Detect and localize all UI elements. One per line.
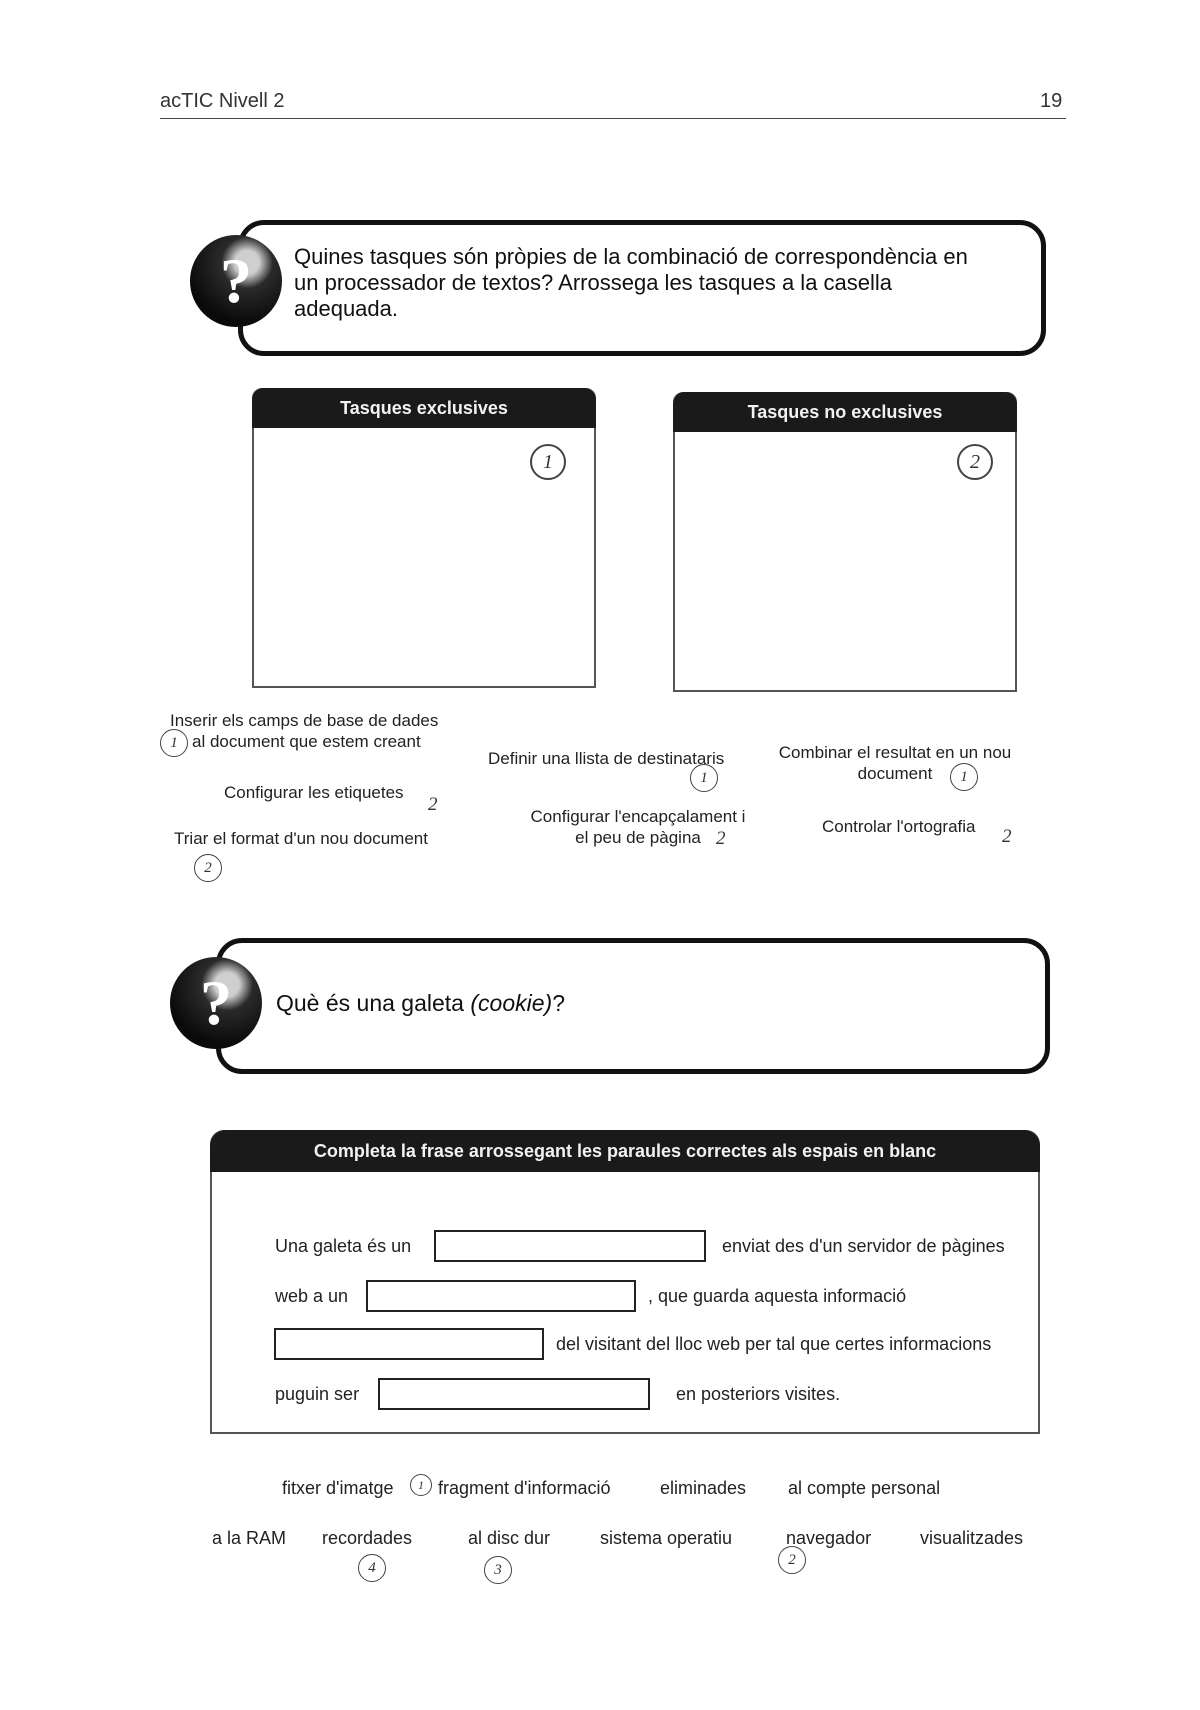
task-label: Combinar el resultat en un nou	[778, 743, 1012, 762]
word-chip[interactable]: sistema operatiu	[600, 1528, 733, 1548]
handwritten-mark: 3	[484, 1556, 512, 1584]
sentence-segment: Una galeta és un	[275, 1236, 412, 1256]
sentence-segment: del visitant del lloc web per tal que certes informacions	[556, 1334, 992, 1354]
question-mark-icon: ?	[170, 957, 262, 1049]
handwritten-mark: 2	[428, 794, 438, 815]
handwritten-mark: 4	[358, 1554, 386, 1582]
question-2-text-main: Què és una galeta	[276, 990, 471, 1016]
handwritten-mark: 1	[160, 729, 188, 757]
task-label: Controlar l'ortografia	[822, 817, 976, 836]
blank-slot-2[interactable]	[366, 1280, 636, 1312]
task-label: el peu de pàgina	[575, 828, 701, 847]
question-2-text	[276, 990, 565, 1016]
question-1-text: Quines tasques són pròpies de la combinació de correspondència en un processador de textos? Arrossega les tasques a la casella adequada.	[294, 244, 968, 321]
task-label: Configurar l'encapçalament i	[530, 807, 746, 826]
fill-in-panel-title: Completa la frase arrossegant les paraules correctes als espais en blanc	[210, 1130, 1040, 1172]
question-2-text-italic: (cookie)	[470, 990, 553, 1016]
word-chip[interactable]: navegador	[786, 1528, 872, 1548]
task-label: al document que estem creant	[192, 732, 421, 751]
sentence-segment: , que guarda aquesta informació	[648, 1286, 907, 1306]
drop-box-title: Tasques no exclusives	[673, 392, 1017, 432]
header-rule	[160, 118, 1066, 119]
task-item[interactable]	[766, 742, 1024, 784]
handwritten-mark: 1	[530, 444, 566, 480]
drop-box-title: Tasques exclusives	[252, 388, 596, 428]
word-chip[interactable]: recordades	[322, 1528, 413, 1548]
task-item[interactable]	[170, 710, 438, 752]
task-label: Inserir els camps de base de dades	[170, 711, 439, 730]
sentence-segment: enviat des d'un servidor de pàgines	[722, 1236, 1005, 1256]
handwritten-mark: 2	[194, 854, 222, 882]
blank-slot-3[interactable]	[274, 1328, 544, 1360]
sentence-segment: puguin ser	[275, 1384, 360, 1404]
drop-box-non-exclusive-tasks[interactable]	[673, 392, 1017, 692]
task-item[interactable]	[174, 828, 428, 849]
question-2-text-end: ?	[552, 990, 565, 1016]
task-label: Definir una llista de destinataris	[488, 749, 725, 768]
sentence-segment: web a un	[275, 1286, 349, 1306]
running-title: acTIC Nivell 2	[160, 90, 285, 112]
word-chip[interactable]: visualitzades	[920, 1528, 1024, 1548]
word-chip[interactable]: al disc dur	[468, 1528, 551, 1548]
word-chip[interactable]: a la RAM	[212, 1528, 287, 1548]
task-label: Configurar les etiquetes	[224, 783, 404, 802]
page-number: 19	[1040, 90, 1063, 112]
handwritten-mark: 1	[690, 764, 718, 792]
sentence-segment: en posteriors visites.	[676, 1384, 841, 1404]
task-label: document	[857, 764, 933, 783]
handwritten-mark: 2	[1002, 826, 1012, 847]
task-item[interactable]	[224, 782, 404, 803]
handwritten-mark: 1	[410, 1474, 432, 1496]
blank-slot-4[interactable]	[378, 1378, 650, 1410]
handwritten-mark: 2	[778, 1546, 806, 1574]
question-mark-icon: ?	[190, 235, 282, 327]
task-item[interactable]	[822, 816, 975, 837]
task-label: Triar el format d'un nou document	[174, 829, 428, 848]
handwritten-mark: 2	[716, 828, 726, 849]
word-chip[interactable]: fitxer d'imatge	[282, 1478, 394, 1498]
handwritten-mark: 2	[957, 444, 993, 480]
drop-box-exclusive-tasks[interactable]	[252, 388, 596, 688]
word-chip[interactable]: eliminades	[660, 1478, 747, 1498]
handwritten-mark: 1	[950, 763, 978, 791]
word-chip[interactable]: fragment d'informació	[438, 1478, 611, 1498]
word-chip[interactable]: al compte personal	[788, 1478, 941, 1498]
blank-slot-1[interactable]	[434, 1230, 706, 1262]
task-item[interactable]	[488, 748, 724, 769]
